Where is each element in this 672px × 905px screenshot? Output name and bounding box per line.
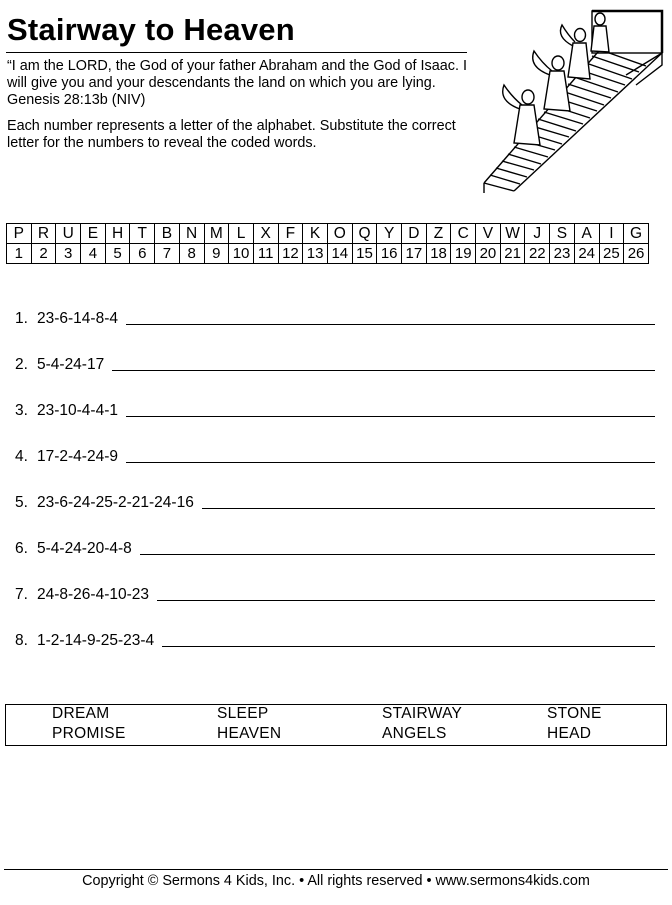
cipher-letter-cell: O	[327, 224, 352, 244]
answer-line[interactable]	[162, 646, 655, 647]
cipher-letter-cell: X	[253, 224, 278, 244]
cipher-letters-row	[7, 224, 649, 244]
cipher-letter-cell: P	[7, 224, 32, 244]
instructions-text: Each number represents a letter of the alphabet. Substitute the correct letter for the numbers to reveal the coded words.	[7, 118, 456, 151]
footer-divider	[4, 869, 668, 870]
cipher-number-cell: 26	[624, 244, 649, 264]
coded-word-code: 23-6-24-25-2-21-24-16	[37, 494, 194, 511]
cipher-number-cell: 1	[7, 244, 32, 264]
coded-word-row	[15, 627, 655, 650]
cipher-letter-cell: M	[204, 224, 229, 244]
coded-word-code: 23-10-4-4-1	[37, 402, 118, 419]
answer-line[interactable]	[126, 416, 655, 417]
cipher-letter-cell: U	[56, 224, 81, 244]
word-bank-item: STONE	[547, 705, 602, 722]
coded-words-list	[15, 305, 655, 673]
cipher-number-cell: 16	[377, 244, 402, 264]
word-bank-item: ANGELS	[382, 725, 447, 742]
cipher-letter-cell: Y	[377, 224, 402, 244]
cipher-number-cell: 4	[81, 244, 106, 264]
cipher-number-cell: 14	[327, 244, 352, 264]
cipher-letter-cell: I	[599, 224, 624, 244]
answer-line[interactable]	[112, 370, 655, 371]
cipher-number-cell: 8	[179, 244, 204, 264]
cipher-number-cell: 17	[402, 244, 427, 264]
cipher-number-cell: 23	[550, 244, 575, 264]
page-title: Stairway to Heaven	[7, 12, 295, 47]
title-divider	[6, 52, 467, 53]
cipher-letter-cell: D	[402, 224, 427, 244]
coded-word-number: 8.	[15, 632, 28, 649]
coded-word-code: 24-8-26-4-10-23	[37, 586, 150, 603]
coded-word-row	[15, 581, 655, 604]
cipher-number-cell: 12	[278, 244, 303, 264]
cipher-letter-cell: E	[81, 224, 106, 244]
coded-word-row	[15, 397, 655, 420]
cipher-number-cell: 24	[574, 244, 599, 264]
cipher-number-cell: 6	[130, 244, 155, 264]
cipher-number-cell: 5	[105, 244, 130, 264]
cipher-number-cell: 19	[451, 244, 476, 264]
coded-word-row	[15, 351, 655, 374]
coded-word-number: 5.	[15, 494, 28, 511]
coded-word-code: 5-4-24-17	[37, 356, 105, 373]
cipher-number-cell: 13	[303, 244, 328, 264]
coded-word-number: 1.	[15, 310, 28, 327]
cipher-letter-cell: B	[155, 224, 180, 244]
cipher-numbers-row	[7, 244, 649, 264]
cipher-letter-cell: R	[31, 224, 56, 244]
cipher-letter-cell: F	[278, 224, 303, 244]
coded-word-code: 23-6-14-8-4	[37, 310, 118, 327]
cipher-number-cell: 3	[56, 244, 81, 264]
answer-line[interactable]	[157, 600, 655, 601]
answer-line[interactable]	[126, 324, 655, 325]
coded-word-number: 3.	[15, 402, 28, 419]
coded-word-number: 7.	[15, 586, 28, 603]
coded-word-row	[15, 443, 655, 466]
scripture-verse: “I am the LORD, the God of your father Abraham and the God of Isaac. I will give you and your descendants the land on which you are lying. Genesis 28:13b (NIV)	[7, 58, 467, 108]
coded-word-code: 17-2-4-24-9	[37, 448, 118, 465]
coded-word-number: 4.	[15, 448, 28, 465]
word-bank-item: STAIRWAY	[382, 705, 463, 722]
stairway-angels-illustration	[476, 5, 668, 193]
cipher-letter-cell: G	[624, 224, 649, 244]
cipher-number-cell: 2	[31, 244, 56, 264]
coded-word-row	[15, 489, 655, 512]
cipher-letter-cell: H	[105, 224, 130, 244]
answer-line[interactable]	[140, 554, 655, 555]
cipher-key-table	[6, 223, 649, 264]
cipher-number-cell: 11	[253, 244, 278, 264]
cipher-number-cell: 18	[426, 244, 451, 264]
coded-word-number: 2.	[15, 356, 28, 373]
coded-word-row	[15, 535, 655, 558]
cipher-letter-cell: K	[303, 224, 328, 244]
cipher-letter-cell: T	[130, 224, 155, 244]
cipher-number-cell: 7	[155, 244, 180, 264]
word-bank	[5, 704, 667, 746]
cipher-number-cell: 10	[229, 244, 254, 264]
cipher-letter-cell: W	[500, 224, 525, 244]
answer-line[interactable]	[126, 462, 655, 463]
cipher-letter-cell: Z	[426, 224, 451, 244]
cipher-number-cell: 22	[525, 244, 550, 264]
coded-word-number: 6.	[15, 540, 28, 557]
word-bank-item: HEAD	[547, 725, 592, 742]
cipher-number-cell: 15	[352, 244, 377, 264]
coded-word-row	[15, 305, 655, 328]
cipher-letter-cell: C	[451, 224, 476, 244]
word-bank-item: PROMISE	[52, 725, 126, 742]
cipher-letter-cell: J	[525, 224, 550, 244]
cipher-letter-cell: Q	[352, 224, 377, 244]
cipher-letter-cell: L	[229, 224, 254, 244]
cipher-number-cell: 20	[476, 244, 501, 264]
cipher-number-cell: 25	[599, 244, 624, 264]
coded-word-code: 5-4-24-20-4-8	[37, 540, 132, 557]
word-bank-item: DREAM	[52, 705, 110, 722]
cipher-letter-cell: V	[476, 224, 501, 244]
cipher-number-cell: 9	[204, 244, 229, 264]
coded-word-code: 1-2-14-9-25-23-4	[37, 632, 155, 649]
answer-line[interactable]	[202, 508, 655, 509]
word-bank-item: SLEEP	[217, 705, 269, 722]
cipher-letter-cell: N	[179, 224, 204, 244]
copyright-footer: Copyright © Sermons 4 Kids, Inc. • All rights reserved • www.sermons4kids.com	[82, 873, 590, 889]
cipher-letter-cell: S	[550, 224, 575, 244]
cipher-number-cell: 21	[500, 244, 525, 264]
word-bank-item: HEAVEN	[217, 725, 282, 742]
cipher-letter-cell: A	[574, 224, 599, 244]
